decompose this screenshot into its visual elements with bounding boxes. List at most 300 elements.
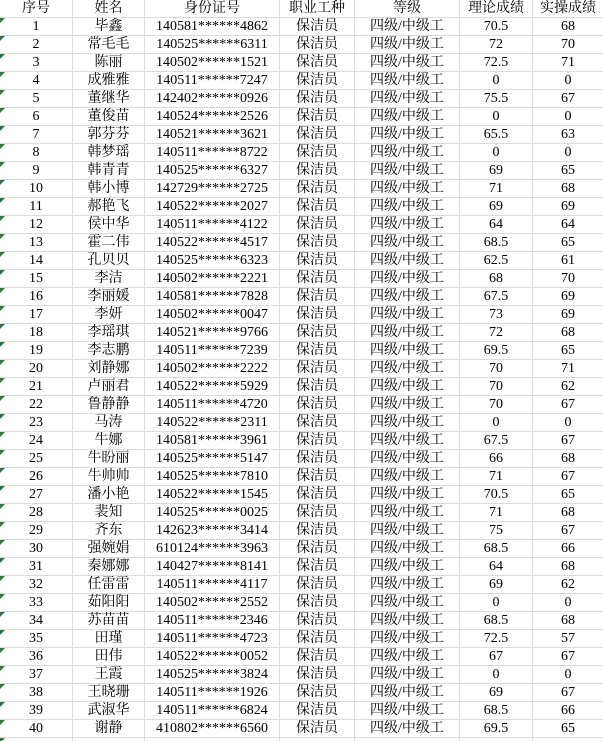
column-header-practical[interactable]: 实操成绩 (533, 0, 603, 18)
cell-name[interactable]: 武淑华 (73, 702, 145, 720)
cell-name[interactable]: 李洁 (73, 270, 145, 288)
cell-practical[interactable]: 61 (533, 252, 603, 270)
cell-seq[interactable]: 24 (0, 432, 73, 450)
sheet-body (0, 18, 603, 738)
cell-level[interactable]: 四级/中级工 (355, 72, 460, 90)
cell-seq[interactable]: 3 (0, 54, 73, 72)
cell-level[interactable]: 四级/中级工 (355, 216, 460, 234)
cell-level[interactable]: 四级/中级工 (355, 396, 460, 414)
cell-seq[interactable]: 39 (0, 702, 73, 720)
cell-level[interactable]: 四级/中级工 (355, 630, 460, 648)
cell-theory[interactable]: 67.5 (460, 432, 533, 450)
cell-name[interactable]: 李丽媛 (73, 288, 145, 306)
cell-job[interactable]: 保洁员 (280, 216, 355, 234)
cell-level[interactable]: 四级/中级工 (355, 18, 460, 36)
cell-seq[interactable]: 32 (0, 576, 73, 594)
cell-name[interactable]: 秦娜娜 (73, 558, 145, 576)
cell-level[interactable]: 四级/中级工 (355, 108, 460, 126)
cell-practical[interactable]: 71 (533, 54, 603, 72)
cell-job[interactable]: 保洁员 (280, 522, 355, 540)
cell-theory[interactable]: 68.5 (460, 234, 533, 252)
cell-seq[interactable]: 28 (0, 504, 73, 522)
cell-name[interactable]: 马涛 (73, 414, 145, 432)
cell-job[interactable]: 保洁员 (280, 324, 355, 342)
table-row (0, 126, 603, 144)
cell-practical[interactable]: 68 (533, 180, 603, 198)
cell-practical[interactable]: 68 (533, 558, 603, 576)
cell-practical[interactable]: 67 (533, 396, 603, 414)
cell-seq[interactable]: 6 (0, 108, 73, 126)
cell-level[interactable]: 四级/中级工 (355, 504, 460, 522)
cell-theory[interactable]: 70.5 (460, 486, 533, 504)
cell-practical[interactable]: 67 (533, 522, 603, 540)
cell-level[interactable]: 四级/中级工 (355, 234, 460, 252)
cell-job[interactable]: 保洁员 (280, 144, 355, 162)
cell-name[interactable]: 潘小艳 (73, 486, 145, 504)
cell-job[interactable]: 保洁员 (280, 90, 355, 108)
cell-level[interactable]: 四级/中级工 (355, 576, 460, 594)
cell-job[interactable]: 保洁员 (280, 198, 355, 216)
cell-theory[interactable]: 71 (460, 504, 533, 522)
cell-seq[interactable]: 36 (0, 648, 73, 666)
column-header-seq[interactable]: 序号 (0, 0, 73, 18)
cell-seq[interactable]: 19 (0, 342, 73, 360)
cell-job[interactable]: 保洁员 (280, 486, 355, 504)
cell-practical[interactable]: 62 (533, 378, 603, 396)
cell-job[interactable]: 保洁员 (280, 648, 355, 666)
cell-name[interactable]: 成雅雅 (73, 72, 145, 90)
error-indicator-triangle-icon (0, 126, 5, 131)
cell-name[interactable]: 裴知 (73, 504, 145, 522)
cell-theory[interactable]: 0 (460, 666, 533, 684)
cell-theory[interactable]: 0 (460, 144, 533, 162)
cell-name[interactable]: 韩青青 (73, 162, 145, 180)
cell-practical[interactable]: 69 (533, 198, 603, 216)
cell-level[interactable]: 四级/中级工 (355, 720, 460, 738)
error-indicator-triangle-icon (0, 90, 5, 95)
cell-practical[interactable]: 57 (533, 630, 603, 648)
cell-practical[interactable]: 63 (533, 126, 603, 144)
cell-practical[interactable]: 68 (533, 324, 603, 342)
cell-name[interactable]: 韩小博 (73, 180, 145, 198)
cell-name[interactable]: 霍二伟 (73, 234, 145, 252)
cell-id[interactable]: 140502******1521 (145, 54, 280, 72)
cell-level[interactable]: 四级/中级工 (355, 90, 460, 108)
cell-theory[interactable]: 68 (460, 270, 533, 288)
cell-id[interactable]: 140522******4517 (145, 234, 280, 252)
cell-seq[interactable]: 25 (0, 450, 73, 468)
cell-id[interactable]: 140525******6327 (145, 162, 280, 180)
cell-name[interactable]: 陈丽 (73, 54, 145, 72)
cell-theory[interactable]: 64 (460, 558, 533, 576)
cell-job[interactable]: 保洁员 (280, 540, 355, 558)
cell-practical[interactable]: 68 (533, 504, 603, 522)
cell-practical[interactable]: 0 (533, 72, 603, 90)
cell-seq[interactable]: 21 (0, 378, 73, 396)
cell-id[interactable]: 140511******2346 (145, 612, 280, 630)
cell-practical[interactable]: 67 (533, 648, 603, 666)
cell-id[interactable]: 140581******4862 (145, 18, 280, 36)
cell-level[interactable]: 四级/中级工 (355, 270, 460, 288)
column-header-level[interactable]: 等级 (355, 0, 460, 18)
cell-name[interactable]: 李志鹏 (73, 342, 145, 360)
cell-id[interactable]: 140581******7828 (145, 288, 280, 306)
cell-job[interactable]: 保洁员 (280, 360, 355, 378)
cell-seq[interactable]: 18 (0, 324, 73, 342)
cell-seq[interactable]: 10 (0, 180, 73, 198)
cell-id[interactable]: 140581******3961 (145, 432, 280, 450)
cell-id[interactable]: 140522******5929 (145, 378, 280, 396)
cell-level[interactable]: 四级/中级工 (355, 36, 460, 54)
cell-seq[interactable]: 5 (0, 90, 73, 108)
cell-practical[interactable]: 65 (533, 720, 603, 738)
cell-practical[interactable]: 65 (533, 162, 603, 180)
cell-name[interactable]: 董继华 (73, 90, 145, 108)
cell-theory[interactable]: 0 (460, 72, 533, 90)
cell-job[interactable]: 保洁员 (280, 126, 355, 144)
cell-practical[interactable]: 0 (533, 144, 603, 162)
cell-level[interactable]: 四级/中级工 (355, 666, 460, 684)
cell-job[interactable]: 保洁员 (280, 576, 355, 594)
cell-job[interactable]: 保洁员 (280, 702, 355, 720)
cell-name[interactable]: 茹阳阳 (73, 594, 145, 612)
cell-level[interactable]: 四级/中级工 (355, 126, 460, 144)
cell-id[interactable]: 140522******1545 (145, 486, 280, 504)
cell-theory[interactable]: 72 (460, 324, 533, 342)
cell-id[interactable]: 142623******3414 (145, 522, 280, 540)
error-indicator-triangle-icon (0, 234, 5, 239)
cell-practical[interactable]: 69 (533, 288, 603, 306)
cell-level[interactable]: 四级/中级工 (355, 540, 460, 558)
cell-theory[interactable]: 71 (460, 180, 533, 198)
cell-practical[interactable]: 67 (533, 468, 603, 486)
cell-theory[interactable]: 0 (460, 414, 533, 432)
cell-level[interactable]: 四级/中级工 (355, 432, 460, 450)
cell-seq[interactable]: 11 (0, 198, 73, 216)
cell-level[interactable]: 四级/中级工 (355, 54, 460, 72)
cell-seq[interactable]: 27 (0, 486, 73, 504)
cell-level[interactable]: 四级/中级工 (355, 144, 460, 162)
cell-practical[interactable]: 65 (533, 486, 603, 504)
cell-level[interactable]: 四级/中级工 (355, 198, 460, 216)
cell-id[interactable]: 140524******2526 (145, 108, 280, 126)
cell-practical[interactable]: 66 (533, 702, 603, 720)
cell-theory[interactable]: 70.5 (460, 18, 533, 36)
cell-id[interactable]: 140525******7810 (145, 468, 280, 486)
cell-name[interactable]: 齐东 (73, 522, 145, 540)
cell-theory[interactable]: 69.5 (460, 720, 533, 738)
cell-job[interactable]: 保洁员 (280, 432, 355, 450)
cell-job[interactable]: 保洁员 (280, 252, 355, 270)
cell-practical[interactable]: 62 (533, 576, 603, 594)
cell-job[interactable]: 保洁员 (280, 468, 355, 486)
cell-job[interactable]: 保洁员 (280, 378, 355, 396)
cell-theory[interactable]: 67.5 (460, 288, 533, 306)
cell-level[interactable]: 四级/中级工 (355, 486, 460, 504)
cell-name[interactable]: 任雷雷 (73, 576, 145, 594)
cell-job[interactable]: 保洁员 (280, 666, 355, 684)
cell-job[interactable]: 保洁员 (280, 504, 355, 522)
cell-theory[interactable]: 67 (460, 648, 533, 666)
cell-job[interactable]: 保洁员 (280, 270, 355, 288)
cell-job[interactable]: 保洁员 (280, 306, 355, 324)
cell-job[interactable]: 保洁员 (280, 594, 355, 612)
cell-level[interactable]: 四级/中级工 (355, 360, 460, 378)
cell-practical[interactable]: 67 (533, 90, 603, 108)
cell-theory[interactable]: 70 (460, 396, 533, 414)
cell-level[interactable]: 四级/中级工 (355, 612, 460, 630)
cell-id[interactable]: 140522******2311 (145, 414, 280, 432)
cell-seq[interactable]: 9 (0, 162, 73, 180)
cell-seq[interactable]: 33 (0, 594, 73, 612)
cell-id[interactable]: 140525******3824 (145, 666, 280, 684)
column-header-job[interactable]: 职业工种 (280, 0, 355, 18)
cell-name[interactable]: 苏苗苗 (73, 612, 145, 630)
column-header-id[interactable]: 身份证号 (145, 0, 280, 18)
cell-theory[interactable]: 0 (460, 108, 533, 126)
column-header-name[interactable]: 姓名 (73, 0, 145, 18)
cell-job[interactable]: 保洁员 (280, 234, 355, 252)
cell-id[interactable]: 140511******7239 (145, 342, 280, 360)
cell-id[interactable]: 140511******4720 (145, 396, 280, 414)
cell-name[interactable]: 孔贝贝 (73, 252, 145, 270)
cell-practical[interactable]: 0 (533, 666, 603, 684)
cell-seq[interactable]: 12 (0, 216, 73, 234)
cell-level[interactable]: 四级/中级工 (355, 306, 460, 324)
cell-job[interactable]: 保洁员 (280, 684, 355, 702)
cell-level[interactable]: 四级/中级工 (355, 288, 460, 306)
cell-id[interactable]: 140511******4723 (145, 630, 280, 648)
cell-name[interactable]: 董俊苗 (73, 108, 145, 126)
cell-seq[interactable]: 23 (0, 414, 73, 432)
cell-name[interactable]: 王霞 (73, 666, 145, 684)
table-row (0, 378, 603, 396)
cell-id[interactable]: 140502******0047 (145, 306, 280, 324)
cell-id[interactable]: 140525******6323 (145, 252, 280, 270)
cell-job[interactable]: 保洁员 (280, 630, 355, 648)
cell-id[interactable]: 140511******6824 (145, 702, 280, 720)
cell-name[interactable]: 侯中华 (73, 216, 145, 234)
error-indicator-triangle-icon (0, 522, 5, 527)
cell-theory[interactable]: 72.5 (460, 54, 533, 72)
cell-practical[interactable]: 67 (533, 684, 603, 702)
cell-theory[interactable]: 62.5 (460, 252, 533, 270)
cell-name[interactable]: 田瑾 (73, 630, 145, 648)
cell-name[interactable]: 常毛毛 (73, 36, 145, 54)
cell-job[interactable]: 保洁员 (280, 180, 355, 198)
cell-seq[interactable]: 30 (0, 540, 73, 558)
table-row (0, 252, 603, 270)
cell-seq[interactable]: 34 (0, 612, 73, 630)
cell-id[interactable]: 140522******0052 (145, 648, 280, 666)
cell-name[interactable]: 郭芬芬 (73, 126, 145, 144)
cell-level[interactable]: 四级/中级工 (355, 450, 460, 468)
cell-seq[interactable]: 15 (0, 270, 73, 288)
cell-job[interactable]: 保洁员 (280, 342, 355, 360)
cell-seq[interactable]: 8 (0, 144, 73, 162)
cell-seq[interactable]: 7 (0, 126, 73, 144)
cell-theory[interactable]: 75 (460, 522, 533, 540)
cell-id[interactable]: 140525******6311 (145, 36, 280, 54)
table-row (0, 450, 603, 468)
cell-seq[interactable]: 31 (0, 558, 73, 576)
cell-level[interactable]: 四级/中级工 (355, 162, 460, 180)
cell-id[interactable]: 140502******2552 (145, 594, 280, 612)
cell-practical[interactable]: 68 (533, 612, 603, 630)
cell-name[interactable]: 韩梦瑶 (73, 144, 145, 162)
cell-name[interactable]: 郝艳飞 (73, 198, 145, 216)
cell-seq[interactable]: 22 (0, 396, 73, 414)
cell-theory[interactable]: 75.5 (460, 90, 533, 108)
cell-name[interactable]: 田伟 (73, 648, 145, 666)
cell-name[interactable]: 牛娜 (73, 432, 145, 450)
cell-theory[interactable]: 69 (460, 684, 533, 702)
cell-level[interactable]: 四级/中级工 (355, 324, 460, 342)
cell-practical[interactable]: 69 (533, 306, 603, 324)
cell-id[interactable]: 410802******6560 (145, 720, 280, 738)
cell-id[interactable]: 140521******3621 (145, 126, 280, 144)
cell-name[interactable]: 王晓珊 (73, 684, 145, 702)
cell-practical[interactable]: 64 (533, 216, 603, 234)
cell-id[interactable]: 140521******9766 (145, 324, 280, 342)
cell-job[interactable]: 保洁员 (280, 288, 355, 306)
cell-job[interactable]: 保洁员 (280, 54, 355, 72)
cell-practical[interactable]: 66 (533, 540, 603, 558)
cell-job[interactable]: 保洁员 (280, 108, 355, 126)
cell-job[interactable]: 保洁员 (280, 414, 355, 432)
cell-practical[interactable]: 70 (533, 270, 603, 288)
cell-name[interactable]: 牛帅帅 (73, 468, 145, 486)
cell-id[interactable]: 140511******1926 (145, 684, 280, 702)
cell-theory[interactable]: 72 (460, 36, 533, 54)
column-header-theory[interactable]: 理论成绩 (460, 0, 533, 18)
cell-seq[interactable]: 4 (0, 72, 73, 90)
cell-theory[interactable]: 68.5 (460, 612, 533, 630)
cell-id[interactable]: 140525******0025 (145, 504, 280, 522)
cell-job[interactable]: 保洁员 (280, 720, 355, 738)
cell-job[interactable]: 保洁员 (280, 558, 355, 576)
cell-id[interactable]: 140511******4122 (145, 216, 280, 234)
cell-theory[interactable]: 73 (460, 306, 533, 324)
table-row (0, 630, 603, 648)
cell-theory[interactable]: 70 (460, 378, 533, 396)
cell-id[interactable]: 140427******8141 (145, 558, 280, 576)
cell-name[interactable]: 刘静娜 (73, 360, 145, 378)
cell-seq[interactable]: 37 (0, 666, 73, 684)
cell-practical[interactable]: 65 (533, 234, 603, 252)
cell-id[interactable]: 140511******4117 (145, 576, 280, 594)
cell-practical[interactable]: 67 (533, 432, 603, 450)
cell-level[interactable]: 四级/中级工 (355, 252, 460, 270)
cell-name[interactable]: 李瑶琪 (73, 324, 145, 342)
table-row (0, 684, 603, 702)
cell-practical[interactable]: 0 (533, 594, 603, 612)
cell-job[interactable]: 保洁员 (280, 18, 355, 36)
cell-theory[interactable]: 64 (460, 216, 533, 234)
cell-name[interactable]: 卢丽君 (73, 378, 145, 396)
cell-practical[interactable]: 71 (533, 360, 603, 378)
error-indicator-triangle-icon (0, 540, 5, 545)
cell-id[interactable]: 142729******2725 (145, 180, 280, 198)
cell-theory[interactable]: 69.5 (460, 342, 533, 360)
cell-level[interactable]: 四级/中级工 (355, 180, 460, 198)
cell-theory[interactable]: 66 (460, 450, 533, 468)
cell-seq[interactable]: 35 (0, 630, 73, 648)
cell-practical[interactable]: 68 (533, 18, 603, 36)
cell-seq[interactable]: 14 (0, 252, 73, 270)
cell-practical[interactable]: 0 (533, 414, 603, 432)
cell-seq[interactable]: 13 (0, 234, 73, 252)
cell-theory[interactable]: 65.5 (460, 126, 533, 144)
cell-seq[interactable]: 20 (0, 360, 73, 378)
cell-level[interactable]: 四级/中级工 (355, 594, 460, 612)
cell-id[interactable]: 140502******2222 (145, 360, 280, 378)
cell-name[interactable]: 牛盼丽 (73, 450, 145, 468)
cell-id[interactable]: 610124******3963 (145, 540, 280, 558)
cell-name[interactable]: 强婉娟 (73, 540, 145, 558)
cell-level[interactable]: 四级/中级工 (355, 684, 460, 702)
cell-seq[interactable]: 16 (0, 288, 73, 306)
cell-level[interactable]: 四级/中级工 (355, 342, 460, 360)
cell-seq[interactable]: 2 (0, 36, 73, 54)
cell-theory[interactable]: 69 (460, 576, 533, 594)
cell-level[interactable]: 四级/中级工 (355, 378, 460, 396)
cell-id[interactable]: 140525******5147 (145, 450, 280, 468)
cell-level[interactable]: 四级/中级工 (355, 468, 460, 486)
cell-id[interactable]: 140522******2027 (145, 198, 280, 216)
cell-theory[interactable]: 0 (460, 594, 533, 612)
cell-job[interactable]: 保洁员 (280, 36, 355, 54)
cell-level[interactable]: 四级/中级工 (355, 648, 460, 666)
cell-theory[interactable]: 71 (460, 468, 533, 486)
cell-seq[interactable]: 17 (0, 306, 73, 324)
cell-seq[interactable]: 1 (0, 18, 73, 36)
cell-level[interactable]: 四级/中级工 (355, 558, 460, 576)
cell-level[interactable]: 四级/中级工 (355, 522, 460, 540)
cell-theory[interactable]: 69 (460, 162, 533, 180)
cell-job[interactable]: 保洁员 (280, 396, 355, 414)
cell-name[interactable]: 谢静 (73, 720, 145, 738)
cell-level[interactable]: 四级/中级工 (355, 702, 460, 720)
cell-name[interactable]: 李妍 (73, 306, 145, 324)
cell-job[interactable]: 保洁员 (280, 162, 355, 180)
cell-theory[interactable]: 72.5 (460, 630, 533, 648)
cell-seq[interactable]: 38 (0, 684, 73, 702)
cell-name[interactable]: 毕鑫 (73, 18, 145, 36)
error-indicator-triangle-icon (0, 342, 5, 347)
cell-level[interactable]: 四级/中级工 (355, 414, 460, 432)
cell-practical[interactable]: 0 (533, 108, 603, 126)
cell-name[interactable]: 鲁静静 (73, 396, 145, 414)
cell-seq[interactable]: 26 (0, 468, 73, 486)
cell-id[interactable]: 142402******0926 (145, 90, 280, 108)
cell-job[interactable]: 保洁员 (280, 450, 355, 468)
cell-id[interactable]: 140511******8722 (145, 144, 280, 162)
cell-theory[interactable]: 70 (460, 360, 533, 378)
cell-practical[interactable]: 68 (533, 450, 603, 468)
cell-id[interactable]: 140511******7247 (145, 72, 280, 90)
cell-job[interactable]: 保洁员 (280, 72, 355, 90)
cell-id[interactable]: 140502******2221 (145, 270, 280, 288)
cell-job[interactable]: 保洁员 (280, 612, 355, 630)
cell-theory[interactable]: 68.5 (460, 702, 533, 720)
cell-seq[interactable]: 40 (0, 720, 73, 738)
cell-seq[interactable]: 29 (0, 522, 73, 540)
cell-practical[interactable]: 70 (533, 36, 603, 54)
cell-theory[interactable]: 68.5 (460, 540, 533, 558)
cell-practical[interactable]: 65 (533, 342, 603, 360)
cell-theory[interactable]: 69 (460, 198, 533, 216)
